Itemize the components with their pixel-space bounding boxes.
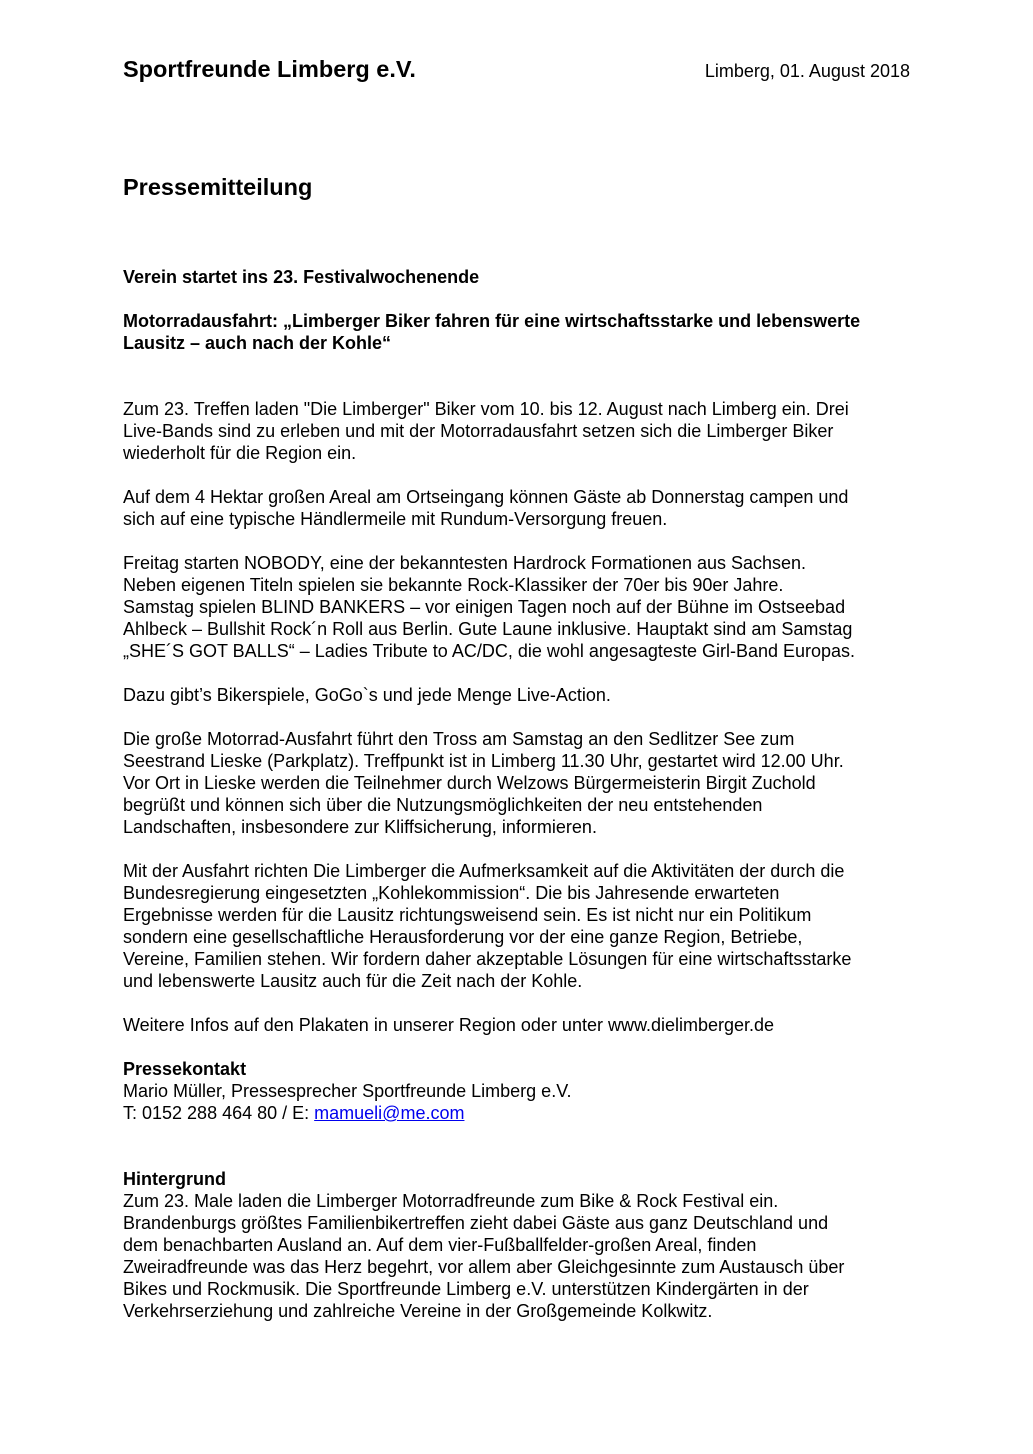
text-line: Ergebnisse werden für die Lausitz richtungsweisend sein. Es ist nicht nur ein Politikum — [123, 905, 812, 925]
text-line: Weitere Infos auf den Plakaten in unserer Region oder unter www.dielimberger.de — [123, 1015, 775, 1035]
text-line: Vor Ort in Lieske werden die Teilnehmer durch Welzows Bürgermeisterin Birgit Zuchold — [123, 773, 816, 793]
press-contact-phone: T: 0152 288 464 80 / E: — [123, 1103, 315, 1123]
headline-line: Lausitz – auch nach der Kohle“ — [123, 333, 392, 353]
text-line: Dazu gibt’s Bikerspiele, GoGo`s und jede Menge Live-Action. — [123, 685, 611, 705]
paragraph-further-info — [123, 1014, 923, 1036]
text-line: Bikes und Rockmusik. Die Sportfreunde Limberg e.V. unterstützen Kindergärten in der — [123, 1279, 809, 1299]
text-line: Vereine, Familien stehen. Wir fordern daher akzeptable Lösungen für eine wirtschaftsstarke — [123, 949, 852, 969]
press-contact-heading: Pressekontakt — [123, 1059, 247, 1079]
text-line: Zum 23. Male laden die Limberger Motorradfreunde zum Bike & Rock Festival ein. — [123, 1191, 779, 1211]
text-line: Brandenburgs größtes Familienbikertreffen zieht dabei Gäste aus ganz Deutschland und — [123, 1213, 829, 1233]
press-contact-email-link[interactable]: mamueli@me.com — [314, 1103, 465, 1123]
spacer — [123, 1124, 923, 1146]
text-line: sondern eine gesellschaftliche Herausforderung vor der eine ganze Region, Betriebe, — [123, 927, 803, 947]
subheadline: Verein startet ins 23. Festivalwochenende — [123, 267, 480, 287]
press-contact — [123, 1058, 923, 1124]
paragraph-camping — [123, 486, 923, 530]
background-section — [123, 1168, 923, 1322]
text-line: und lebenswerte Lausitz auch für die Zeit nach der Kohle. — [123, 971, 583, 991]
text-line: Seestrand Lieske (Parkplatz). Treffpunkt ist in Limberg 11.30 Uhr, gestartet wird 12.00 Uhr. — [123, 751, 844, 771]
text-line: Freitag starten NOBODY, eine der bekanntesten Hardrock Formationen aus Sachsen. — [123, 553, 807, 573]
document-title: Pressemitteilung — [123, 174, 313, 200]
headline — [123, 310, 923, 354]
paragraph-festival-intro — [123, 398, 923, 464]
text-line: „SHE´S GOT BALLS“ – Ladies Tribute to AC/DC, die wohl angesagteste Girl-Band Europas. — [123, 641, 856, 661]
text-line: Auf dem 4 Hektar großen Areal am Ortseingang können Gäste ab Donnerstag campen und — [123, 487, 849, 507]
background-heading: Hintergrund — [123, 1169, 226, 1189]
paragraph-bikerspiele — [123, 684, 923, 706]
text-line: Mit der Ausfahrt richten Die Limberger die Aufmerksamkeit auf die Aktivitäten der durch die — [123, 861, 845, 881]
text-line: Landschaften, insbesondere zur Kliffsicherung, informieren. — [123, 817, 597, 837]
text-line: Verkehrserziehung und zahlreiche Vereine in der Großgemeinde Kolkwitz. — [123, 1301, 713, 1321]
paragraph-kohlekommission — [123, 860, 923, 992]
press-release-body — [123, 398, 923, 1322]
headline-line: Motorradausfahrt: „Limberger Biker fahren für eine wirtschaftsstarke und lebenswerte — [123, 311, 861, 331]
text-line: Bundesregierung eingesetzten „Kohlekommission“. Die bis Jahresende erwarteten — [123, 883, 780, 903]
press-contact-phone-email — [123, 1102, 923, 1124]
spacer — [123, 1146, 923, 1168]
text-line: Samstag spielen BLIND BANKERS – vor einigen Tagen noch auf der Bühne im Ostseebad — [123, 597, 846, 617]
text-line: Die große Motorrad-Ausfahrt führt den Tross am Samstag an den Sedlitzer See zum — [123, 729, 795, 749]
press-contact-name: Mario Müller, Pressesprecher Sportfreunde Limberg e.V. — [123, 1081, 572, 1101]
text-line: sich auf eine typische Händlermeile mit Rundum-Versorgung freuen. — [123, 509, 668, 529]
text-line: dem benachbarten Ausland an. Auf dem vier-Fußballfelder-großen Areal, finden — [123, 1235, 757, 1255]
text-line: wiederholt für die Region ein. — [123, 443, 357, 463]
paragraph-bands — [123, 552, 923, 662]
text-line: Zum 23. Treffen laden "Die Limberger" Biker vom 10. bis 12. August nach Limberg ein. Drei — [123, 399, 849, 419]
paragraph-ausfahrt — [123, 728, 923, 838]
text-line: Zweiradfreunde was das Herz begehrt, vor allem aber Gleichgesinnte zum Austausch über — [123, 1257, 845, 1277]
text-line: Neben eigenen Titeln spielen sie bekannte Rock-Klassiker der 70er bis 90er Jahre. — [123, 575, 784, 595]
text-line: Live-Bands sind zu erleben und mit der Motorradausfahrt setzen sich die Limberger Biker — [123, 421, 834, 441]
text-line: Ahlbeck – Bullshit Rock´n Roll aus Berlin. Gute Laune inklusive. Hauptakt sind am Samstag — [123, 619, 853, 639]
organization-name: Sportfreunde Limberg e.V. — [123, 56, 416, 82]
place-date: Limberg, 01. August 2018 — [704, 61, 910, 81]
text-line: begrüßt und können sich über die Nutzungsmöglichkeiten der neu entstehenden — [123, 795, 763, 815]
